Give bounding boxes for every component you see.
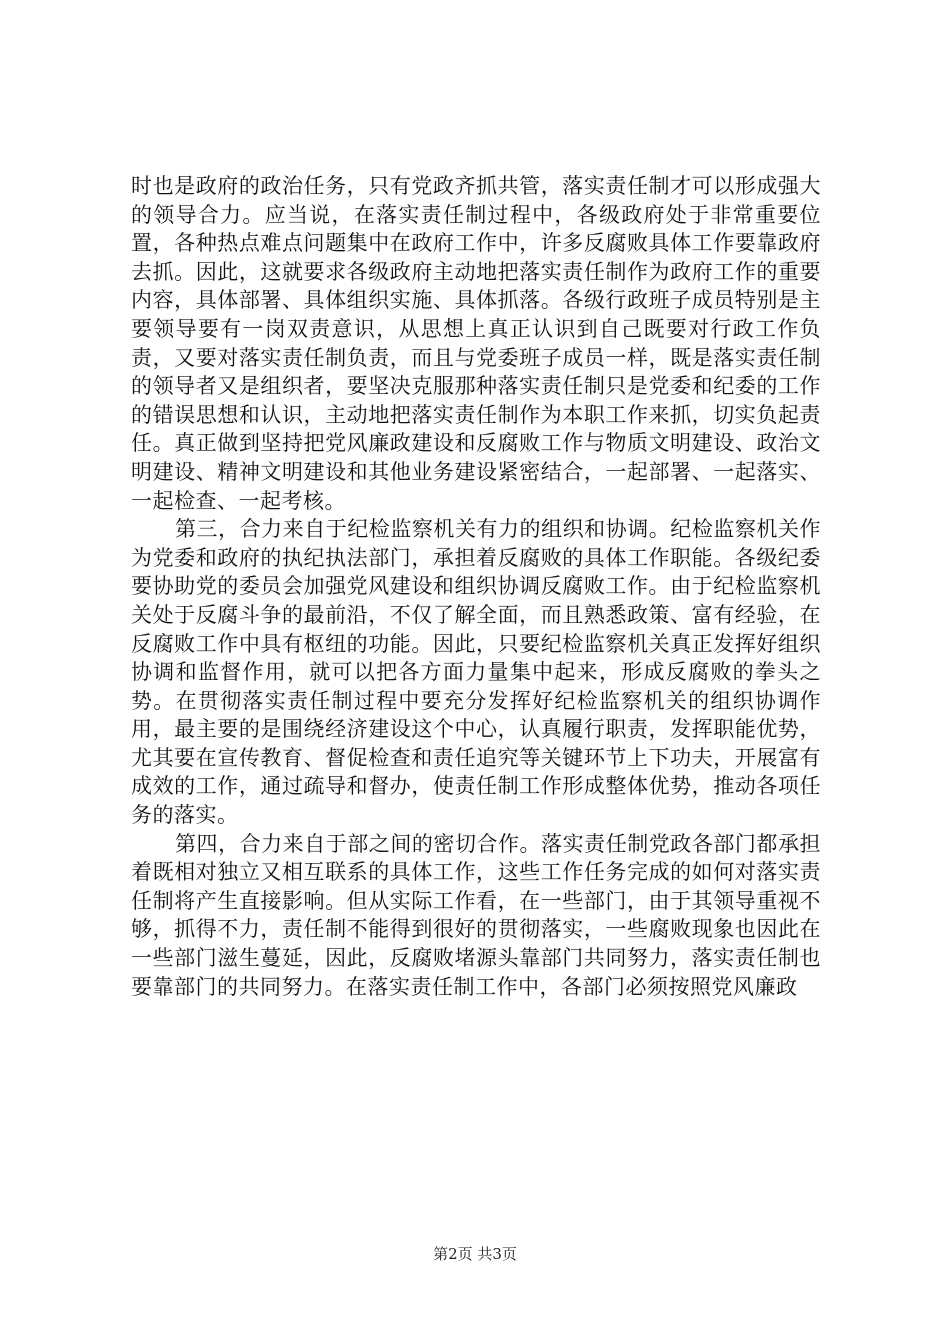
- document-body: [131, 172, 821, 1001]
- page-footer: 第2页 共3页: [433, 1245, 517, 1263]
- paragraph-1: 时也是政府的政治任务，只有党政齐抓共管，落实责任制才可以形成强大的领导合力。应当说，在落实责任制过程中，各级政府处于非常重要位置，各种热点难点问题集中在政府工作中，许多反腐败具体工作要靠政府去抓。因此，这就要求各级政府主动地把落实责任制作为政府工作的重要内容，具体部署、具体组织实施、具体抓落。各级行政班子成员特别是主要领导要有一岗双责意识，从思想上真正认识到自己既要对行政工作负责，又要对落实责任制负责，而且与党委班子成员一样，既是落实责任制的领导者又是组织者，要坚决克服那种落实责任制只是党委和纪委的工作的错误思想和认识，主动地把落实责任制作为本职工作来抓，切实负起责任。真正做到坚持把党风廉政建设和反腐败工作与物质文明建设、政治文明建设、精神文明建设和其他业务建设紧密结合，一起部署、一起落实、一起检查、一起考核。: [131, 174, 821, 513]
- paragraph-2: 第三，合力来自于纪检监察机关有力的组织和协调。纪检监察机关作为党委和政府的执纪执法部门，承担着反腐败的具体工作职能。各级纪委要协助党的委员会加强党风建设和组织协调反腐败工作。由于纪检监察机关处于反腐斗争的最前沿，不仅了解全面，而且熟悉政策、富有经验，在反腐败工作中具有枢纽的功能。因此，只要纪检监察机关真正发挥好组织协调和监督作用，就可以把各方面力量集中起来，形成反腐败的拳头之势。在贯彻落实责任制过程中要充分发挥好纪检监察机关的组织协调作用，最主要的是围绕经济建设这个中心，认真履行职责，发挥职能优势，尤其要在宣传教育、督促检查和责任追究等关键环节上下功夫，开展富有成效的工作，通过疏导和督办，使责任制工作形成整体优势，推动各项任务的落实。: [131, 517, 821, 828]
- paragraph-3: 第四，合力来自于部之间的密切合作。落实责任制党政各部门都承担着既相对独立又相互联系的具体工作，这些工作任务完成的如何对落实责任制将产生直接影响。但从实际工作看，在一些部门，由于其领导重视不够，抓得不力，责任制不能得到很好的贯彻落实，一些腐败现象也因此在一些部门滋生蔓延，因此，反腐败堵源头靠部门共同努力，落实责任制也要靠部门的共同努力。在落实责任制工作中，各部门必须按照党风廉政: [131, 831, 821, 999]
